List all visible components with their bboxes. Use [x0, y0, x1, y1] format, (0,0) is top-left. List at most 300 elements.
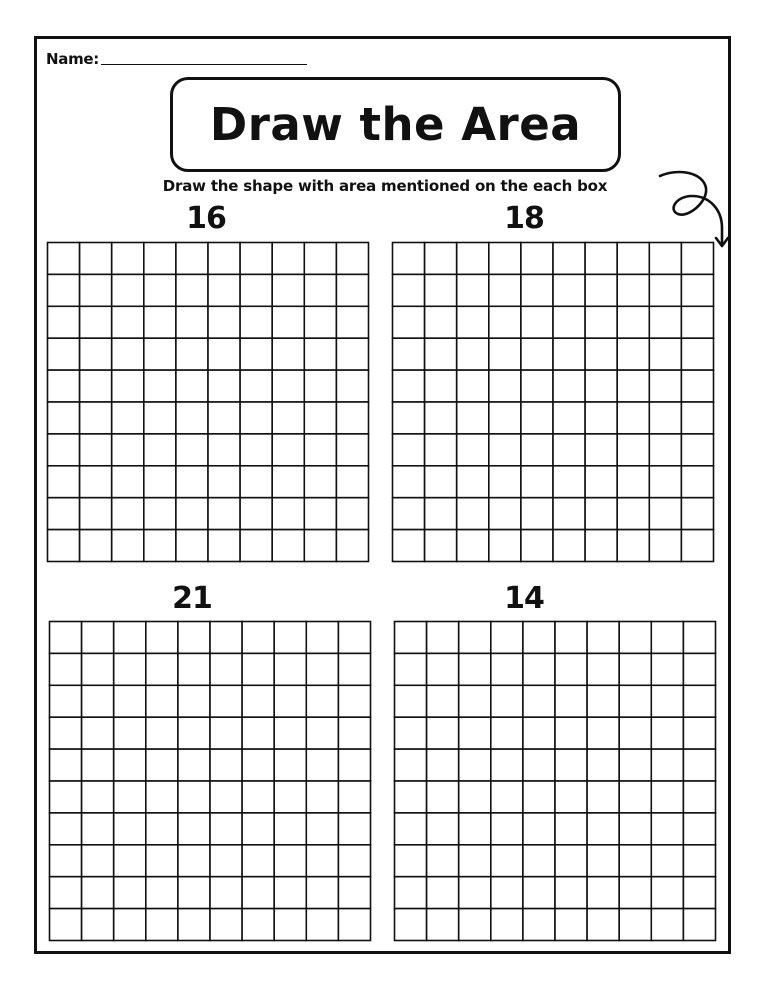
grid-cell[interactable] [112, 530, 144, 562]
grid-cell[interactable] [425, 402, 457, 434]
grid-cell[interactable] [114, 877, 146, 909]
grid-cell[interactable] [457, 402, 489, 434]
grid-cell[interactable] [146, 781, 178, 813]
grid-cell[interactable] [48, 243, 80, 275]
grid-cell[interactable] [521, 370, 553, 402]
grid-cell[interactable] [80, 243, 112, 275]
grid-cell[interactable] [555, 622, 587, 654]
grid-cell[interactable] [523, 717, 555, 749]
grid-cell[interactable] [459, 781, 491, 813]
grid-cell[interactable] [427, 845, 459, 877]
grid-cell[interactable] [619, 653, 651, 685]
grid-cell[interactable] [210, 813, 242, 845]
grid-cell[interactable] [242, 749, 274, 781]
grid-cell[interactable] [80, 338, 112, 370]
grid-cell[interactable] [521, 274, 553, 306]
grid-cell[interactable] [240, 243, 272, 275]
grid-cell[interactable] [306, 685, 338, 717]
grid-cell[interactable] [395, 749, 427, 781]
grid-cell[interactable] [585, 434, 617, 466]
grid-cell[interactable] [144, 274, 176, 306]
grid-cell[interactable] [553, 434, 585, 466]
grid-cell[interactable] [176, 370, 208, 402]
grid-cell[interactable] [393, 498, 425, 530]
grid-cell[interactable] [272, 402, 304, 434]
grid-cell[interactable] [338, 909, 370, 941]
grid-cell[interactable] [112, 243, 144, 275]
grid-cell[interactable] [457, 370, 489, 402]
grid-cell[interactable] [649, 402, 681, 434]
grid-cell[interactable] [114, 685, 146, 717]
grid-cell[interactable] [82, 877, 114, 909]
grid-cell[interactable] [457, 338, 489, 370]
grid-cell[interactable] [681, 370, 713, 402]
grid-cell[interactable] [178, 653, 210, 685]
grid-cell[interactable] [114, 749, 146, 781]
grid-cell[interactable] [459, 813, 491, 845]
grid-cell[interactable] [112, 306, 144, 338]
grid-cell[interactable] [617, 498, 649, 530]
grid-cell[interactable] [683, 685, 715, 717]
grid-cell[interactable] [489, 434, 521, 466]
grid-cell[interactable] [80, 370, 112, 402]
grid-cell[interactable] [491, 622, 523, 654]
grid-cell[interactable] [553, 530, 585, 562]
grid-cell[interactable] [336, 306, 368, 338]
grid-cell[interactable] [393, 402, 425, 434]
grid-cell[interactable] [210, 749, 242, 781]
grid-cell[interactable] [176, 402, 208, 434]
grid-cell[interactable] [489, 498, 521, 530]
grid-cell[interactable] [114, 813, 146, 845]
grid-cell[interactable] [114, 845, 146, 877]
grid-cell[interactable] [304, 243, 336, 275]
grid-cell[interactable] [144, 338, 176, 370]
grid-cell[interactable] [80, 306, 112, 338]
grid-cell[interactable] [210, 909, 242, 941]
grid-cell[interactable] [651, 685, 683, 717]
grid-cell[interactable] [176, 338, 208, 370]
grid-cell[interactable] [338, 749, 370, 781]
grid-cell[interactable] [80, 434, 112, 466]
grid-cell[interactable] [50, 813, 82, 845]
grid-cell[interactable] [587, 717, 619, 749]
grid-cell[interactable] [681, 402, 713, 434]
grid-cell[interactable] [144, 370, 176, 402]
grid-cell[interactable] [336, 530, 368, 562]
grid-cell[interactable] [521, 530, 553, 562]
grid-cell[interactable] [555, 909, 587, 941]
grid-cell[interactable] [681, 466, 713, 498]
grid-cell[interactable] [619, 813, 651, 845]
grid-cell[interactable] [555, 781, 587, 813]
grid-cell[interactable] [489, 338, 521, 370]
grid-cell[interactable] [393, 434, 425, 466]
grid-cell[interactable] [338, 685, 370, 717]
grid-cell[interactable] [146, 653, 178, 685]
grid-cell[interactable] [555, 685, 587, 717]
grid-cell[interactable] [82, 781, 114, 813]
grid-cell[interactable] [208, 498, 240, 530]
grid-cell[interactable] [489, 370, 521, 402]
grid-cell[interactable] [617, 243, 649, 275]
grid-cell[interactable] [555, 717, 587, 749]
grid-cell[interactable] [683, 749, 715, 781]
grid-cell[interactable] [523, 909, 555, 941]
grid-cell[interactable] [489, 243, 521, 275]
grid-cell[interactable] [176, 466, 208, 498]
grid-cell[interactable] [521, 402, 553, 434]
grid-cell[interactable] [683, 653, 715, 685]
grid-cell[interactable] [242, 877, 274, 909]
grid-cell[interactable] [274, 717, 306, 749]
grid-cell[interactable] [80, 530, 112, 562]
grid-cell[interactable] [649, 243, 681, 275]
grid-cell[interactable] [146, 749, 178, 781]
grid-cell[interactable] [242, 622, 274, 654]
grid-cell[interactable] [336, 466, 368, 498]
grid-cell[interactable] [617, 402, 649, 434]
grid-cell[interactable] [80, 274, 112, 306]
grid-cell[interactable] [274, 622, 306, 654]
grid-cell[interactable] [304, 338, 336, 370]
grid-cell[interactable] [457, 434, 489, 466]
grid-cell[interactable] [457, 243, 489, 275]
grid-cell[interactable] [553, 306, 585, 338]
grid-cell[interactable] [459, 653, 491, 685]
grid-cell[interactable] [619, 845, 651, 877]
grid-cell[interactable] [210, 653, 242, 685]
grid-cell[interactable] [395, 813, 427, 845]
grid-cell[interactable] [649, 530, 681, 562]
grid-cell[interactable] [274, 749, 306, 781]
grid-cell[interactable] [489, 466, 521, 498]
grid-cell[interactable] [425, 370, 457, 402]
grid-cell[interactable] [425, 530, 457, 562]
grid-cell[interactable] [681, 338, 713, 370]
grid-cell[interactable] [555, 877, 587, 909]
grid-cell[interactable] [176, 434, 208, 466]
grid-cell[interactable] [555, 653, 587, 685]
grid-cell[interactable] [457, 498, 489, 530]
grid-cell[interactable] [208, 338, 240, 370]
grid-cell[interactable] [585, 370, 617, 402]
grid-cell[interactable] [395, 622, 427, 654]
grid-cell[interactable] [50, 717, 82, 749]
grid-cell[interactable] [521, 338, 553, 370]
grid-cell[interactable] [240, 466, 272, 498]
grid-cell[interactable] [459, 845, 491, 877]
grid-cell[interactable] [523, 845, 555, 877]
name-field[interactable] [101, 64, 307, 65]
grid-cell[interactable] [304, 274, 336, 306]
grid-cell[interactable] [176, 243, 208, 275]
grid-cell[interactable] [336, 274, 368, 306]
grid-cell[interactable] [48, 306, 80, 338]
grid-cell[interactable] [144, 466, 176, 498]
grid-cell[interactable] [617, 466, 649, 498]
grid-cell[interactable] [427, 749, 459, 781]
grid-cell[interactable] [617, 338, 649, 370]
grid-cell[interactable] [395, 845, 427, 877]
grid-cell[interactable] [555, 845, 587, 877]
grid-cell[interactable] [553, 370, 585, 402]
grid-cell[interactable] [651, 845, 683, 877]
grid-cell[interactable] [336, 243, 368, 275]
grid-cell[interactable] [210, 781, 242, 813]
grid-cell[interactable] [651, 749, 683, 781]
grid-cell[interactable] [338, 781, 370, 813]
grid-cell[interactable] [146, 717, 178, 749]
grid-cell[interactable] [272, 530, 304, 562]
grid-cell[interactable] [176, 530, 208, 562]
grid-cell[interactable] [553, 498, 585, 530]
grid-cell[interactable] [649, 434, 681, 466]
grid-cell[interactable] [240, 498, 272, 530]
grid-cell[interactable] [587, 622, 619, 654]
grid-cell[interactable] [521, 434, 553, 466]
grid-cell[interactable] [210, 877, 242, 909]
grid-cell[interactable] [178, 877, 210, 909]
grid-cell[interactable] [457, 306, 489, 338]
grid-cell[interactable] [393, 243, 425, 275]
grid-cell[interactable] [491, 653, 523, 685]
grid-cell[interactable] [176, 498, 208, 530]
grid-cell[interactable] [491, 909, 523, 941]
grid-cell[interactable] [651, 622, 683, 654]
grid-cell[interactable] [425, 338, 457, 370]
grid-cell[interactable] [178, 845, 210, 877]
grid-cell[interactable] [393, 306, 425, 338]
grid-cell[interactable] [274, 845, 306, 877]
grid-cell[interactable] [395, 781, 427, 813]
grid-cell[interactable] [48, 498, 80, 530]
grid-cell[interactable] [491, 685, 523, 717]
grid-cell[interactable] [240, 274, 272, 306]
grid-cell[interactable] [208, 243, 240, 275]
grid-cell[interactable] [619, 717, 651, 749]
grid-cell[interactable] [50, 845, 82, 877]
grid-cell[interactable] [146, 813, 178, 845]
grid-cell[interactable] [82, 749, 114, 781]
grid-cell[interactable] [585, 466, 617, 498]
grid-cell[interactable] [491, 749, 523, 781]
grid-cell[interactable] [240, 402, 272, 434]
grid-cell[interactable] [114, 717, 146, 749]
grid-cell[interactable] [553, 466, 585, 498]
grid-cell[interactable] [144, 498, 176, 530]
grid-cell[interactable] [459, 909, 491, 941]
grid-cell[interactable] [395, 653, 427, 685]
grid-cell[interactable] [459, 749, 491, 781]
grid-cell[interactable] [176, 274, 208, 306]
grid-cell[interactable] [649, 338, 681, 370]
grid-cell[interactable] [553, 274, 585, 306]
grid-cell[interactable] [306, 622, 338, 654]
grid-cell[interactable] [240, 306, 272, 338]
grid-cell[interactable] [683, 717, 715, 749]
grid-cell[interactable] [585, 243, 617, 275]
grid-cell[interactable] [210, 685, 242, 717]
grid-cell[interactable] [48, 434, 80, 466]
grid-cell[interactable] [683, 877, 715, 909]
grid-cell[interactable] [114, 653, 146, 685]
grid-cell[interactable] [114, 909, 146, 941]
grid-cell[interactable] [48, 274, 80, 306]
grid-cell[interactable] [427, 877, 459, 909]
grid-cell[interactable] [617, 530, 649, 562]
grid-cell[interactable] [393, 370, 425, 402]
grid-cell[interactable] [272, 306, 304, 338]
grid-cell[interactable] [585, 402, 617, 434]
grid-cell[interactable] [617, 274, 649, 306]
grid-cell[interactable] [681, 434, 713, 466]
grid-cell[interactable] [555, 749, 587, 781]
grid-cell[interactable] [304, 466, 336, 498]
grid-cell[interactable] [306, 749, 338, 781]
grid-cell[interactable] [274, 781, 306, 813]
grid-cell[interactable] [306, 909, 338, 941]
grid-cell[interactable] [210, 845, 242, 877]
grid-cell[interactable] [208, 466, 240, 498]
grid-cell[interactable] [651, 909, 683, 941]
grid-cell[interactable] [425, 306, 457, 338]
grid-cell[interactable] [242, 845, 274, 877]
grid-cell[interactable] [336, 498, 368, 530]
grid-cell[interactable] [555, 813, 587, 845]
grid-cell[interactable] [553, 338, 585, 370]
grid-cell[interactable] [425, 274, 457, 306]
grid-cell[interactable] [587, 749, 619, 781]
grid-cell[interactable] [459, 622, 491, 654]
grid-cell[interactable] [306, 813, 338, 845]
grid-cell[interactable] [427, 781, 459, 813]
grid-cell[interactable] [523, 781, 555, 813]
grid-cell[interactable] [427, 622, 459, 654]
grid-cell[interactable] [617, 434, 649, 466]
grid-cell[interactable] [306, 717, 338, 749]
grid-cell[interactable] [491, 813, 523, 845]
grid-cell[interactable] [649, 274, 681, 306]
grid-cell[interactable] [489, 530, 521, 562]
grid-cell[interactable] [210, 622, 242, 654]
grid-cell[interactable] [82, 653, 114, 685]
grid-cell[interactable] [272, 370, 304, 402]
grid-cell[interactable] [336, 338, 368, 370]
grid-cell[interactable] [395, 877, 427, 909]
grid-cell[interactable] [304, 530, 336, 562]
grid-cell[interactable] [683, 781, 715, 813]
grid-cell[interactable] [242, 685, 274, 717]
grid-cell[interactable] [491, 717, 523, 749]
grid-cell[interactable] [178, 717, 210, 749]
grid-cell[interactable] [50, 622, 82, 654]
grid-cell[interactable] [336, 402, 368, 434]
grid-cell[interactable] [617, 370, 649, 402]
grid-cell[interactable] [336, 434, 368, 466]
grid-cell[interactable] [146, 909, 178, 941]
grid-cell[interactable] [651, 781, 683, 813]
grid-cell[interactable] [619, 685, 651, 717]
grid-cell[interactable] [491, 877, 523, 909]
grid-cell[interactable] [176, 306, 208, 338]
grid-cell[interactable] [48, 370, 80, 402]
grid-cell[interactable] [242, 909, 274, 941]
grid-cell[interactable] [272, 243, 304, 275]
grid-cell[interactable] [425, 498, 457, 530]
grid-cell[interactable] [50, 909, 82, 941]
grid-cell[interactable] [523, 622, 555, 654]
grid-cell[interactable] [338, 717, 370, 749]
grid-cell[interactable] [144, 434, 176, 466]
grid-cell[interactable] [112, 274, 144, 306]
grid-cell[interactable] [427, 909, 459, 941]
grid-cell[interactable] [306, 653, 338, 685]
grid-cell[interactable] [587, 685, 619, 717]
grid-cell[interactable] [304, 434, 336, 466]
grid-cell[interactable] [50, 685, 82, 717]
grid-cell[interactable] [304, 306, 336, 338]
grid-cell[interactable] [112, 370, 144, 402]
grid-cell[interactable] [306, 877, 338, 909]
grid-cell[interactable] [304, 498, 336, 530]
grid-cell[interactable] [459, 685, 491, 717]
grid-cell[interactable] [619, 749, 651, 781]
grid-cell[interactable] [338, 653, 370, 685]
grid-cell[interactable] [457, 466, 489, 498]
grid-cell[interactable] [619, 622, 651, 654]
grid-cell[interactable] [240, 370, 272, 402]
grid-cell[interactable] [681, 530, 713, 562]
grid-cell[interactable] [306, 845, 338, 877]
grid-cell[interactable] [80, 466, 112, 498]
grid-cell[interactable] [393, 530, 425, 562]
grid-cell[interactable] [272, 466, 304, 498]
grid-cell[interactable] [651, 653, 683, 685]
grid-cell[interactable] [587, 653, 619, 685]
grid-cell[interactable] [208, 274, 240, 306]
grid-cell[interactable] [395, 717, 427, 749]
grid-cell[interactable] [587, 877, 619, 909]
grid-cell[interactable] [425, 466, 457, 498]
grid-cell[interactable] [274, 909, 306, 941]
grid-cell[interactable] [651, 877, 683, 909]
grid-cell[interactable] [393, 466, 425, 498]
grid-cell[interactable] [272, 434, 304, 466]
grid-cell[interactable] [208, 402, 240, 434]
grid-cell[interactable] [146, 877, 178, 909]
grid-cell[interactable] [178, 909, 210, 941]
grid-cell[interactable] [585, 530, 617, 562]
grid-cell[interactable] [82, 813, 114, 845]
grid-cell[interactable] [683, 813, 715, 845]
grid-cell[interactable] [619, 781, 651, 813]
grid-cell[interactable] [146, 845, 178, 877]
grid-cell[interactable] [649, 498, 681, 530]
grid-cell[interactable] [306, 781, 338, 813]
grid-cell[interactable] [304, 370, 336, 402]
grid-cell[interactable] [491, 845, 523, 877]
grid-cell[interactable] [683, 845, 715, 877]
grid-cell[interactable] [425, 243, 457, 275]
grid-cell[interactable] [114, 781, 146, 813]
grid-cell[interactable] [338, 622, 370, 654]
grid-cell[interactable] [617, 306, 649, 338]
grid-cell[interactable] [585, 338, 617, 370]
grid-cell[interactable] [427, 685, 459, 717]
grid-cell[interactable] [683, 909, 715, 941]
grid-cell[interactable] [521, 306, 553, 338]
